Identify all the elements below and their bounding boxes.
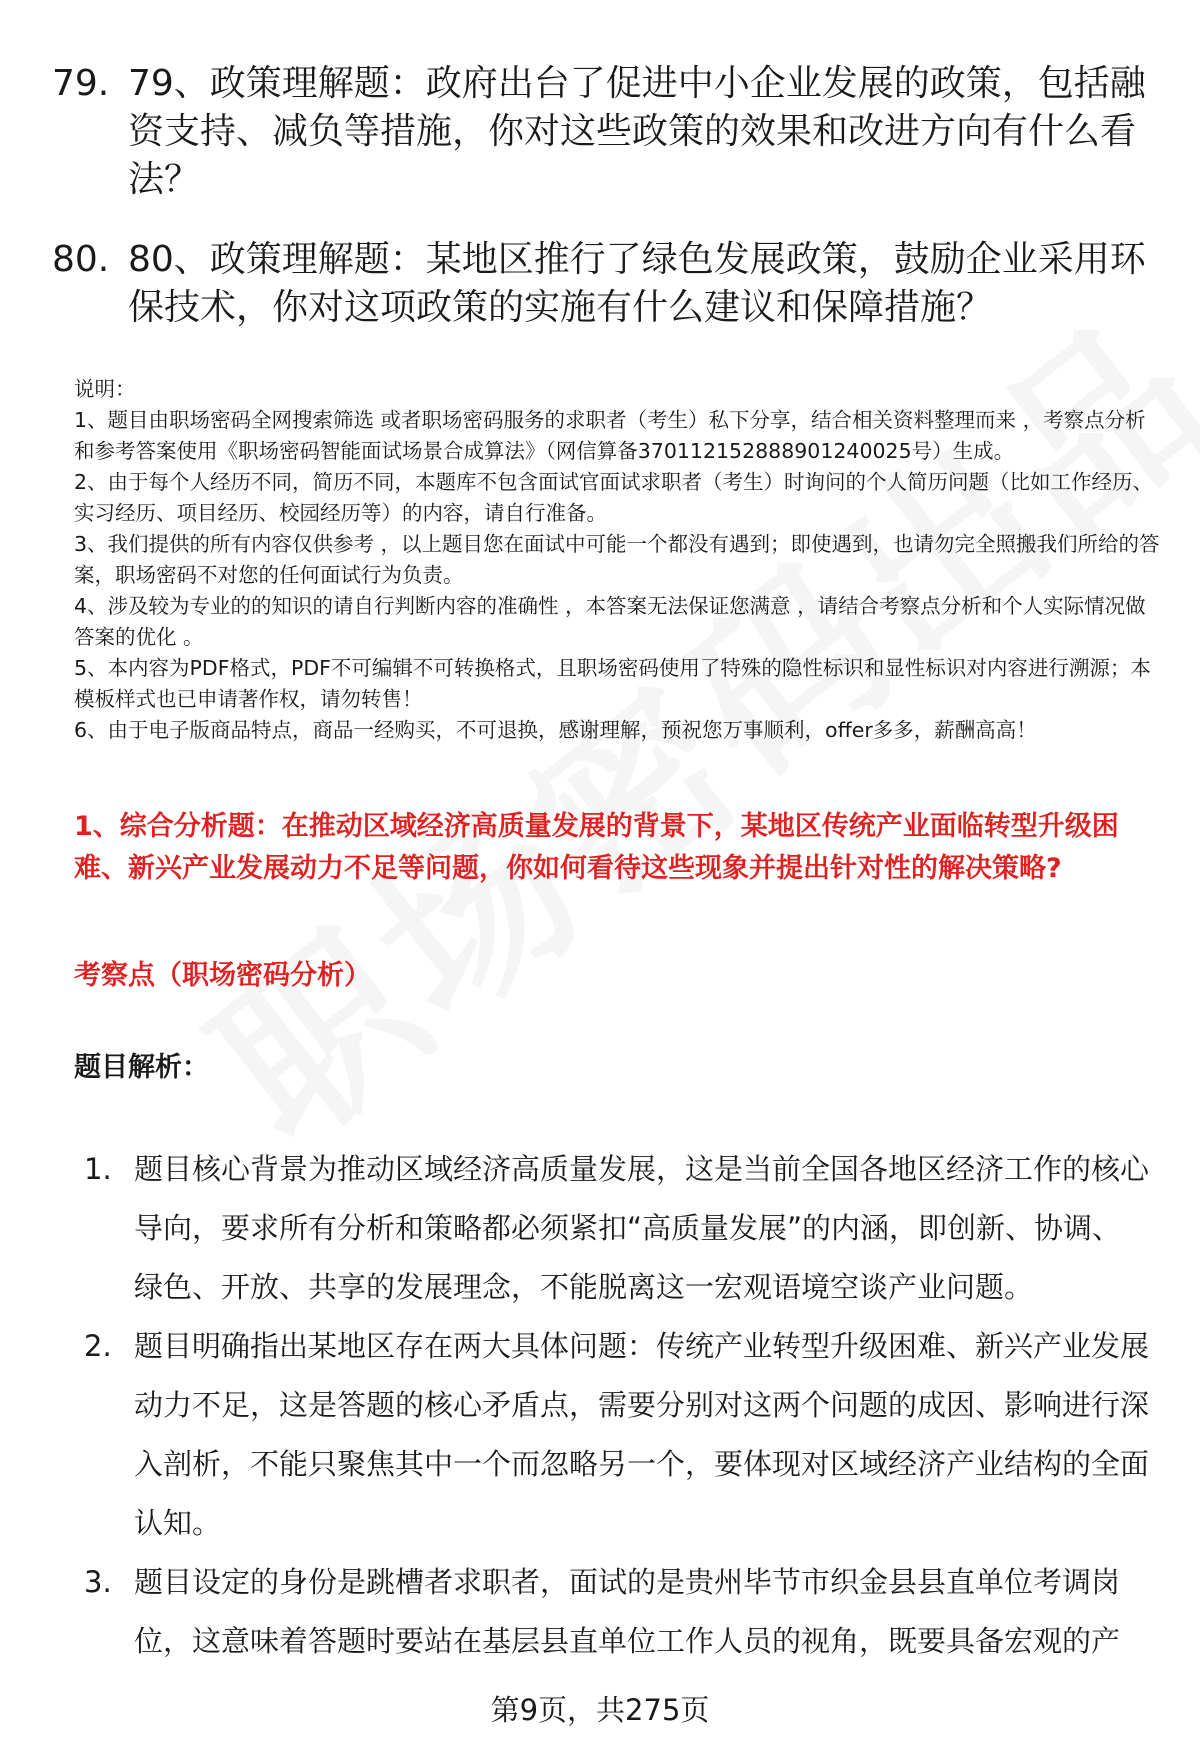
note-item: 6、由于电子版商品特点，商品一经购买，不可退换，感谢理解，预祝您万事顺利，offer多多，薪酬高高！ [74, 718, 1037, 742]
question-number: 79. [52, 63, 110, 104]
question-item [52, 60, 1152, 204]
analysis-item [78, 1553, 1150, 1671]
notes-section [74, 374, 1160, 746]
analysis-text: 题目明确指出某地区存在两大具体问题：传统产业转型升级困难、新兴产业发展动力不足，这是答题的核心矛盾点，需要分别对这两个问题的成因、影响进行深入剖析，不能只聚焦其中一个而忽略另一个，要体现对区域经济产业结构的全面认知。 [134, 1329, 1150, 1540]
analysis-text: 题目设定的身份是跳槽者求职者，面试的是贵州毕节市织金县县直单位考调岗位，这意味着答题时要站在基层县直单位工作人员的视角，既要具备宏观的产 [134, 1565, 1121, 1658]
notes-title: 说明： [74, 377, 136, 401]
analysis-number: 3. [84, 1565, 112, 1599]
analysis-list [78, 1140, 1150, 1671]
analysis-item [78, 1140, 1150, 1317]
note-item: 3、我们提供的所有内容仅供参考 ，以上题目您在面试中可能一个都没有遇到；即使遇到，也请勿完全照搬我们所给的答案，职场密码不对您的任何面试行为负责。 [74, 532, 1160, 587]
analysis-text: 题目核心背景为推动区域经济高质量发展，这是当前全国各地区经济工作的核心导向，要求所有分析和策略都必须紧扣“高质量发展”的内涵，即创新、协调、绿色、开放、共享的发展理念，不能脱离这一宏观语境空谈产业问题。 [134, 1152, 1150, 1304]
question-text: 80、政策理解题：某地区推行了绿色发展政策，鼓励企业采用环保技术，你对这项政策的实施有什么建议和保障措施？ [128, 239, 1146, 328]
analysis-number: 2. [84, 1329, 112, 1363]
analysis-item [78, 1317, 1150, 1553]
note-item: 1、题目由职场密码全网搜索筛选 或者职场密码服务的求职者（考生）私下分享，结合相关资料整理而来 ，考察点分析和参考答案使用《职场密码智能面试场景合成算法》（网信算备370112152888901240025号）生成。 [74, 408, 1146, 463]
note-item: 2、由于每个人经历不同，简历不同，本题库不包含面试官面试求职者（考生）时询问的个人简历问题（比如工作经历、实习经历、项目经历、校园经历等）的内容，请自行准备。 [74, 470, 1154, 525]
jiexi-heading: 题目解析： [74, 1052, 209, 1083]
note-item: 5、本内容为PDF格式，PDF不可编辑不可转换格式，且职场密码使用了特殊的隐性标识和显性标识对内容进行溯源；本模板样式也已申请著作权，请勿转售！ [74, 656, 1151, 711]
page-footer: 第9页，共275页 [490, 1693, 710, 1727]
analysis-number: 1. [84, 1152, 112, 1186]
question-number: 80. [52, 239, 110, 280]
question-list [52, 60, 1152, 364]
question-text: 79、政策理解题：政府出台了促进中小企业发展的政策，包括融资支持、减负等措施，你对这些政策的效果和改进方向有什么看法？ [128, 63, 1146, 200]
note-item: 4、涉及较为专业的的知识的请自行判断内容的准确性 ，本答案无法保证您满意 ，请结合考察点分析和个人实际情况做答案的优化 。 [74, 594, 1146, 649]
red-question-heading: 1、综合分析题：在推动区域经济高质量发展的背景下，某地区传统产业面临转型升级困难、新兴产业发展动力不足等问题，你如何看待这些现象并提出针对性的解决策略? [74, 811, 1119, 884]
kaocha-heading: 考察点（职场密码分析） [74, 960, 371, 991]
question-item [52, 236, 1152, 332]
